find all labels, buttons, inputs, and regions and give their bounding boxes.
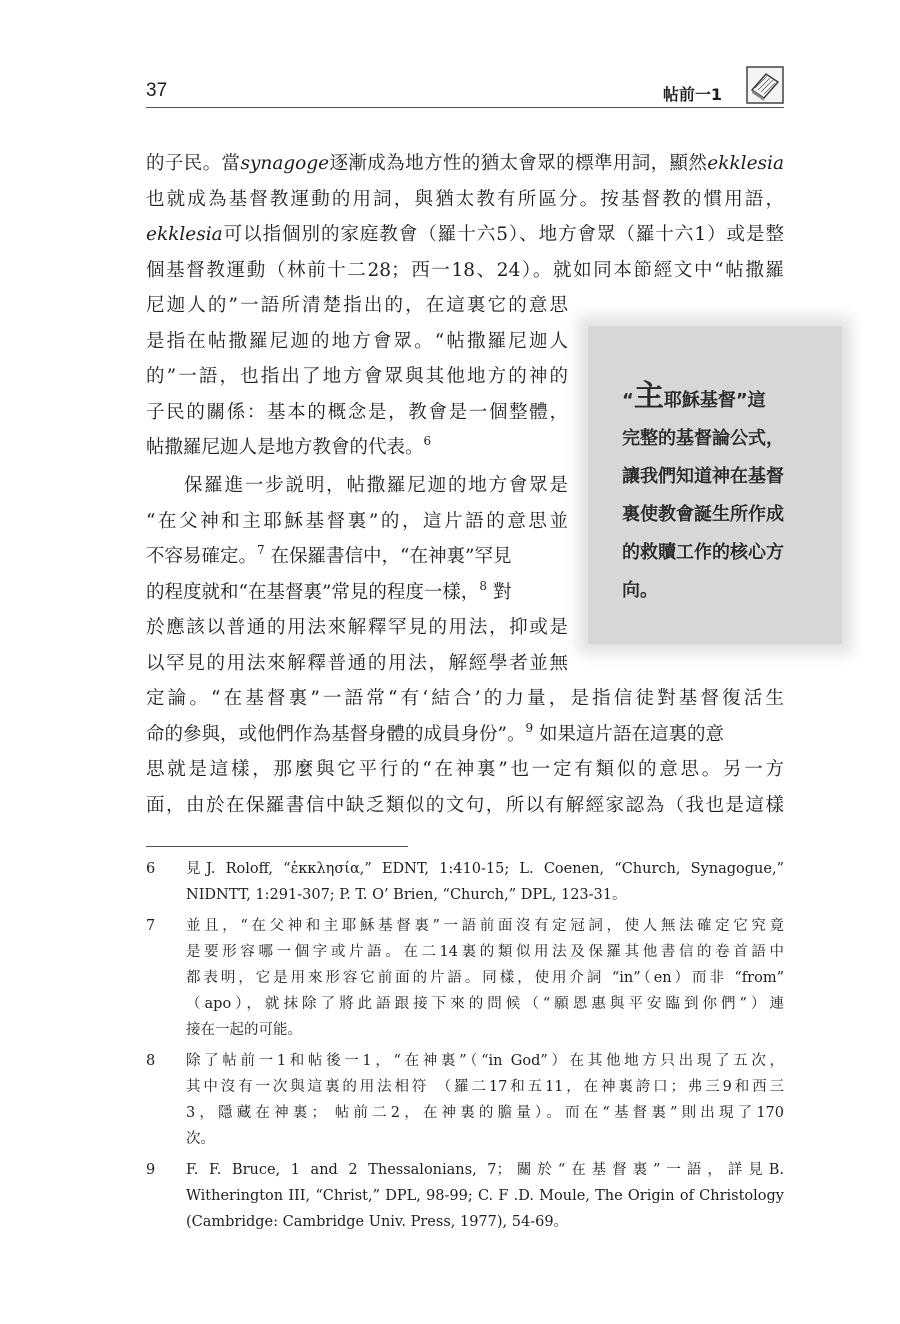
footnote-rule xyxy=(146,846,408,847)
text-line: 以罕見的用法來解釋普通的用法，解經學者並無 xyxy=(146,652,568,674)
running-title: 帖前一1 xyxy=(662,85,722,104)
text-line: 子民的關係：基本的概念是，教會是一個整體， xyxy=(146,401,568,423)
text-line: 也就成為基督教運動的用詞，與猶太教有所區分。按基督教的慣用語， xyxy=(146,188,784,210)
text-line: 面，由於在保羅書信中缺乏類似的文句，所以有解經家認為（我也是這樣 xyxy=(146,794,784,816)
footnote-7: 7 並且，“在父神和主耶穌基督裏”一語前面沒有定冠詞，使人無法確定它究竟 是要形容哪一個字或片語。在二14裏的類似用法及保羅其他書信的卷首語中 都表明，它是用來形容它前面的片語。同樣，使用介詞 “in”（en）而非 “from” （apo），就抹除了將此語跟接下來的問候（“願恩惠與平安臨到你們”）連 接在一起的可能。 xyxy=(146,918,784,1038)
footnote-ref-9: 9 xyxy=(525,720,534,735)
footnote-8: 8 除了帖前一1和帖後一1，“在神裏”（“in God”）在其他地方只出現了五次， 其中沒有一次與這裏的用法相符 （羅二17和五11，在神裏誇口；弗三9和西三 3，隱藏在神裏； 帖前二2，在神裏的膽量）。而在“基督裏”則出現了170 次。 xyxy=(146,1053,784,1147)
pull-quote-text: “主耶穌基督”這 完整的基督論公式， 讓我們知道神在基督 裏使教會誕生所作成 的救贖工作的核心方 向。 xyxy=(622,379,784,601)
pull-quote-box xyxy=(588,326,842,644)
text-line: 保羅進一步説明，帖撒羅尼迦的地方會眾是 xyxy=(184,475,568,496)
text-line: 定論。“在基督裏”一語常“有‘結合’的力量，是指信徒對基督復活生 xyxy=(146,688,784,709)
text-line: 帖撒羅尼迦人是地方教會的代表。$^6$ xyxy=(146,434,432,458)
header-rule xyxy=(146,107,784,108)
footnote-ref-8: 8 xyxy=(479,578,488,593)
footnotes xyxy=(146,856,784,1240)
paragraph-2-full xyxy=(146,681,784,823)
text-line: 不容易確定。$^7$ 在保羅書信中，“在神裏”罕見 xyxy=(146,543,512,567)
page-number: 37 xyxy=(146,80,168,101)
footnote-ref-7: 7 xyxy=(257,543,265,557)
text-line: 的程度就和“在基督裏”常見的程度一樣，$^8$ 對 xyxy=(146,578,512,603)
text-line: 命的參與，或他們作為基督身體的成員身份”。$^9$ 如果這片語在這裏的意 xyxy=(146,720,724,745)
text-line: 尼迦人的”一語所清楚指出的，在這裏它的意思 xyxy=(146,295,568,316)
paragraph-1-full xyxy=(146,146,784,288)
text-line: ekklesia可以指個別的家庭教會（羅十六5）、地方會眾（羅十六1）或是整 xyxy=(146,224,784,245)
text-line: 的子民。當synagoge逐漸成為地方性的猶太會眾的標準用詞，顯然ekklesia xyxy=(146,153,784,174)
footnote-9: 9 F. F. Bruce, 1 and 2 Thessalonians, 7；關於“在基督裏”一語，詳見B. Witherington III, “Christ,” DPL, 98-99; C. F .D. Moule, The Origin of Christology (Cambridge: Cambridge Univ. Press, 1977), 54-69。 xyxy=(146,1162,784,1230)
paragraph-1-narrow xyxy=(146,288,568,466)
text-line: 的”一語，也指出了地方會眾與其他地方的神的 xyxy=(146,366,568,387)
page-header xyxy=(146,70,784,106)
footnote-ref-6: 6 xyxy=(423,434,432,448)
footnote-6: 6 見J. Roloff, “ἐκκλησία,” EDNT, 1:410-15; L. Coenen, “Church, Synagogue,” NIDNTT, 1:291-307; P. T. O’ Brien, “Church,” DPL, 123-31。 xyxy=(146,861,784,903)
text-line: 於應該以普通的用法來解釋罕見的用法，抑或是 xyxy=(146,617,568,638)
text-line: 個基督教運動（林前十二28；西一18、24）。就如同本節經文中“帖撒羅 xyxy=(146,259,784,281)
paragraph-2-narrow xyxy=(146,468,568,681)
open-book-icon xyxy=(746,66,784,104)
text-line: 是指在帖撒羅尼迦的地方會眾。“帖撒羅尼迦人 xyxy=(146,330,568,352)
text-line: 思就是這樣，那麼與它平行的“在神裏”也一定有類似的意思。另一方 xyxy=(146,759,784,780)
text-line: “在父神和主耶穌基督裏”的，這片語的意思並 xyxy=(146,510,568,532)
